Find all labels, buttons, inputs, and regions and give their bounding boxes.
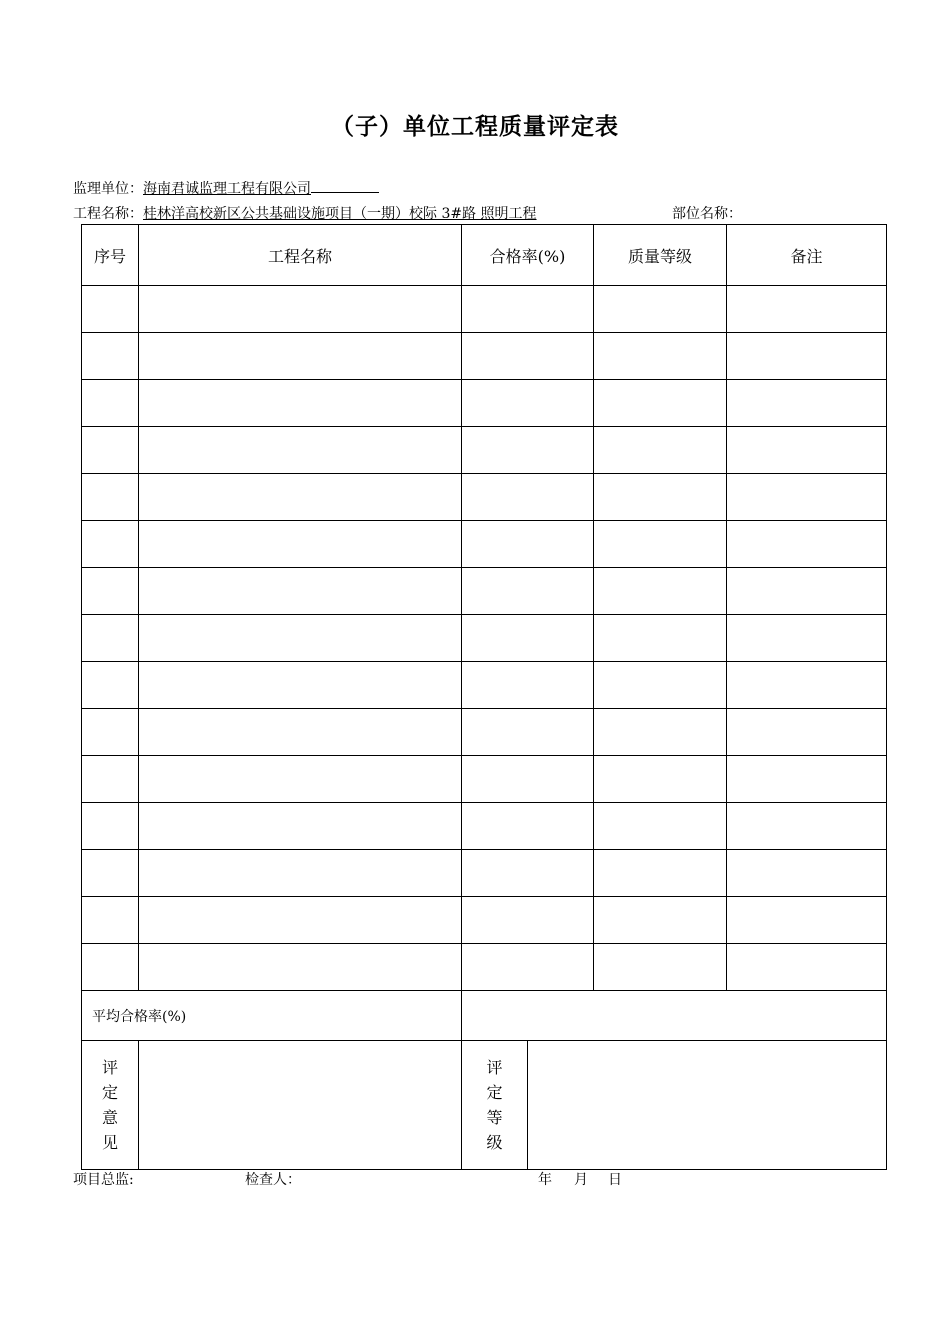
- table-row: [82, 662, 887, 709]
- project-name-cell[interactable]: [139, 427, 462, 474]
- supervision-unit-line: [73, 178, 379, 198]
- header-quality-grade: 质量等级: [594, 225, 727, 286]
- table-row: [82, 803, 887, 850]
- pass-rate-cell[interactable]: [462, 944, 594, 991]
- pass-rate-cell[interactable]: [462, 756, 594, 803]
- eval-grade-label: [462, 1041, 528, 1170]
- table-row: [82, 380, 887, 427]
- table-row: [82, 850, 887, 897]
- quality-grade-cell[interactable]: [594, 756, 727, 803]
- project-name-cell[interactable]: [139, 897, 462, 944]
- eval-grade-char: 级: [486, 1133, 503, 1152]
- pass-rate-cell[interactable]: [462, 850, 594, 897]
- pass-rate-cell[interactable]: [462, 709, 594, 756]
- eval-grade-field[interactable]: [528, 1041, 887, 1170]
- quality-grade-cell[interactable]: [594, 474, 727, 521]
- remarks-cell[interactable]: [727, 474, 887, 521]
- quality-grade-cell[interactable]: [594, 850, 727, 897]
- project-name-cell[interactable]: [139, 333, 462, 380]
- eval-grade-char: 评: [486, 1058, 503, 1077]
- index-cell[interactable]: [82, 615, 139, 662]
- average-pass-rate-value[interactable]: [462, 991, 887, 1041]
- index-cell[interactable]: [82, 333, 139, 380]
- supervision-unit-value: 海南君诚监理工程有限公司: [143, 181, 311, 197]
- index-cell[interactable]: [82, 709, 139, 756]
- index-cell[interactable]: [82, 427, 139, 474]
- table-row: [82, 427, 887, 474]
- project-name-cell[interactable]: [139, 286, 462, 333]
- project-name-cell[interactable]: [139, 521, 462, 568]
- index-cell[interactable]: [82, 568, 139, 615]
- pass-rate-cell[interactable]: [462, 615, 594, 662]
- pass-rate-cell[interactable]: [462, 662, 594, 709]
- table-row: [82, 944, 887, 991]
- pass-rate-cell[interactable]: [462, 568, 594, 615]
- day-label: 日: [608, 1172, 622, 1188]
- table-row: [82, 474, 887, 521]
- project-name-cell[interactable]: [139, 662, 462, 709]
- remarks-cell[interactable]: [727, 897, 887, 944]
- pass-rate-cell[interactable]: [462, 333, 594, 380]
- pass-rate-cell[interactable]: [462, 803, 594, 850]
- quality-grade-cell[interactable]: [594, 897, 727, 944]
- eval-grade-char: 定: [486, 1083, 503, 1102]
- eval-grade-char: 等: [486, 1108, 503, 1127]
- table-row: [82, 756, 887, 803]
- project-name-cell[interactable]: [139, 944, 462, 991]
- supervision-unit-label: 监理单位：: [73, 181, 143, 197]
- index-cell[interactable]: [82, 756, 139, 803]
- pass-rate-cell[interactable]: [462, 521, 594, 568]
- project-name-cell[interactable]: [139, 709, 462, 756]
- remarks-cell[interactable]: [727, 286, 887, 333]
- remarks-cell[interactable]: [727, 709, 887, 756]
- eval-opinion-label: [82, 1041, 139, 1170]
- quality-grade-cell[interactable]: [594, 662, 727, 709]
- table-body: [82, 286, 887, 991]
- project-name-cell[interactable]: [139, 615, 462, 662]
- table-row: [82, 521, 887, 568]
- quality-grade-cell[interactable]: [594, 333, 727, 380]
- index-cell[interactable]: [82, 662, 139, 709]
- quality-grade-cell[interactable]: [594, 568, 727, 615]
- pass-rate-cell[interactable]: [462, 286, 594, 333]
- inspector-label: 检查人：: [245, 1172, 301, 1188]
- chief-supervisor-label: 项目总监:: [73, 1172, 134, 1188]
- eval-opinion-char: 定: [101, 1083, 118, 1102]
- quality-grade-cell[interactable]: [594, 380, 727, 427]
- quality-evaluation-table: [81, 224, 887, 1170]
- part-name-label: 部位名称：: [672, 206, 742, 222]
- eval-opinion-char: 评: [101, 1058, 118, 1077]
- remarks-cell[interactable]: [727, 333, 887, 380]
- index-cell[interactable]: [82, 474, 139, 521]
- eval-opinion-char: 意: [101, 1108, 118, 1127]
- year-label: 年: [538, 1172, 552, 1188]
- index-cell[interactable]: [82, 897, 139, 944]
- remarks-cell[interactable]: [727, 427, 887, 474]
- table-header-row: [82, 225, 887, 286]
- table-row: [82, 568, 887, 615]
- pass-rate-cell[interactable]: [462, 380, 594, 427]
- evaluation-row: [82, 1041, 887, 1170]
- project-name-label: 工程名称：: [73, 206, 143, 222]
- index-cell[interactable]: [82, 850, 139, 897]
- project-name-cell[interactable]: [139, 756, 462, 803]
- remarks-cell[interactable]: [727, 944, 887, 991]
- remarks-cell[interactable]: [727, 850, 887, 897]
- quality-grade-cell[interactable]: [594, 709, 727, 756]
- page-title: （子）单位工程质量评定表: [331, 113, 619, 140]
- header-project-name: 工程名称: [139, 225, 462, 286]
- index-cell[interactable]: [82, 286, 139, 333]
- pass-rate-cell[interactable]: [462, 474, 594, 521]
- project-name-cell[interactable]: [139, 474, 462, 521]
- header-index: 序号: [82, 225, 139, 286]
- project-name-line: [73, 203, 537, 223]
- remarks-cell[interactable]: [727, 615, 887, 662]
- project-name-value: 桂林洋高校新区公共基础设施项目（一期）校际 3#路 照明工程: [143, 206, 537, 222]
- quality-grade-cell[interactable]: [594, 803, 727, 850]
- project-name-cell[interactable]: [139, 803, 462, 850]
- remarks-cell[interactable]: [727, 521, 887, 568]
- header-remarks: 备注: [727, 225, 887, 286]
- table-row: [82, 333, 887, 380]
- table-row: [82, 615, 887, 662]
- average-pass-rate-label: 平均合格率(%): [82, 991, 462, 1041]
- eval-opinion-char: 见: [101, 1133, 118, 1152]
- table-row: [82, 709, 887, 756]
- eval-opinion-field[interactable]: [139, 1041, 462, 1170]
- project-name-cell[interactable]: [139, 850, 462, 897]
- quality-grade-cell[interactable]: [594, 944, 727, 991]
- index-cell[interactable]: [82, 944, 139, 991]
- pass-rate-cell[interactable]: [462, 427, 594, 474]
- month-label: 月: [574, 1172, 588, 1188]
- pass-rate-cell[interactable]: [462, 897, 594, 944]
- table-row: [82, 286, 887, 333]
- quality-grade-cell[interactable]: [594, 615, 727, 662]
- index-cell[interactable]: [82, 521, 139, 568]
- project-name-cell[interactable]: [139, 380, 462, 427]
- quality-grade-cell[interactable]: [594, 427, 727, 474]
- date-line: [538, 1169, 622, 1189]
- index-cell[interactable]: [82, 380, 139, 427]
- supervision-underline: [311, 178, 379, 193]
- table-row: [82, 897, 887, 944]
- project-name-cell[interactable]: [139, 568, 462, 615]
- remarks-cell[interactable]: [727, 380, 887, 427]
- header-pass-rate: 合格率(%): [462, 225, 594, 286]
- average-row: [82, 991, 887, 1041]
- quality-grade-cell[interactable]: [594, 286, 727, 333]
- remarks-cell[interactable]: [727, 803, 887, 850]
- remarks-cell[interactable]: [727, 662, 887, 709]
- remarks-cell[interactable]: [727, 568, 887, 615]
- remarks-cell[interactable]: [727, 756, 887, 803]
- index-cell[interactable]: [82, 803, 139, 850]
- quality-grade-cell[interactable]: [594, 521, 727, 568]
